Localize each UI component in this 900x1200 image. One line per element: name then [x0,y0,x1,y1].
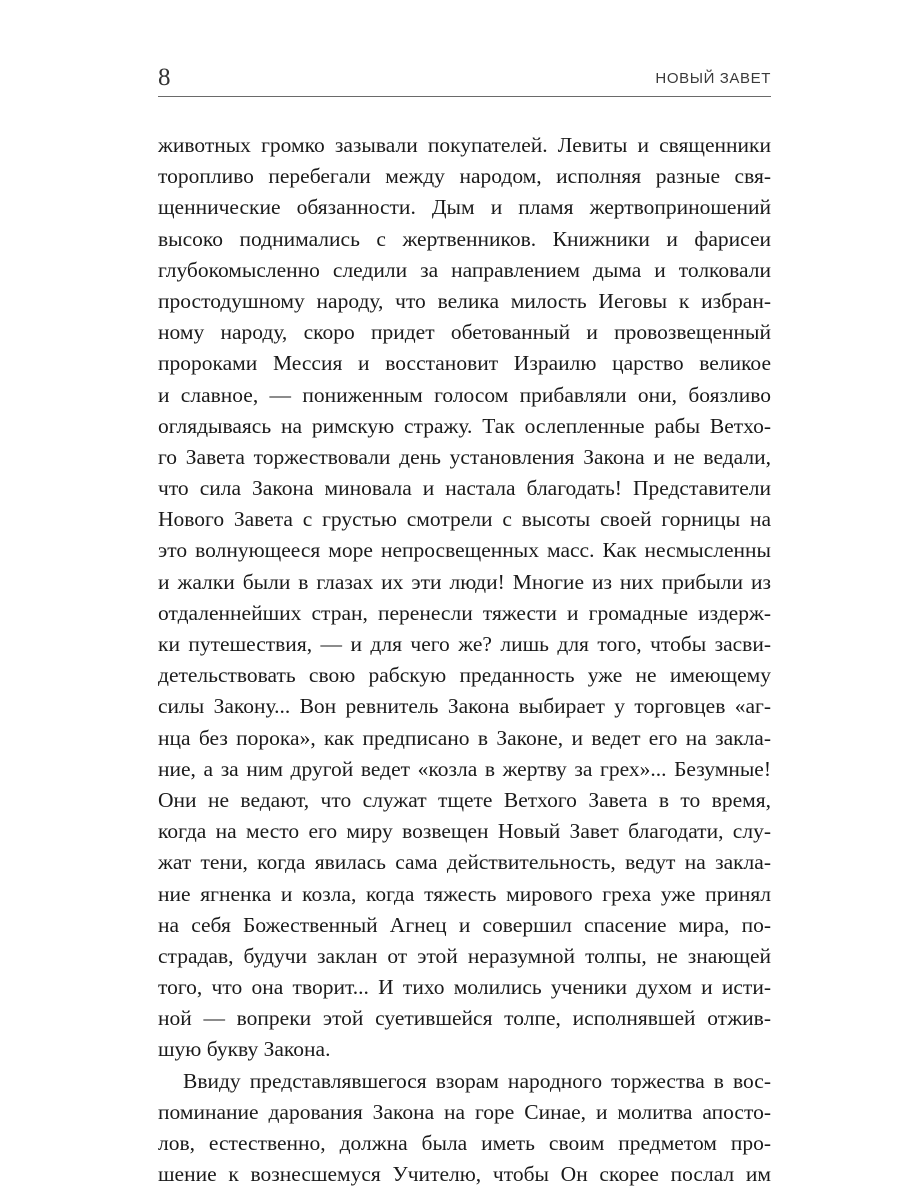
text-line: Они не ведают, что служат тщете Ветхого Завета в то время, [158,787,771,812]
text-line: ному народу, скоро придет обетованный и провозвещенный [158,320,771,345]
text-line: торопливо перебегали между народом, исполняя разные свя- [158,164,771,189]
text-line: шую букву Закона. [158,1037,331,1062]
text-line: нца без порока», как предписано в Законе, и ведет его на закла- [158,725,771,750]
paragraph-2 [158,1066,771,1191]
text-line: простодушному народу, что велика милость Иеговы к избран- [158,288,771,313]
text-line: щеннические обязанности. Дым и пламя жертвоприношений [158,195,771,220]
text-line: детельствовать свою рабскую преданность уже не имеющему [158,663,771,688]
text-line: оглядываясь на римскую стражу. Так ослепленные рабы Ветхо- [158,413,771,438]
running-header [158,62,771,97]
text-line: ки путешествия, — и для чего же? лишь для того, чтобы засви- [158,632,771,656]
text-line: того, что она творит... И тихо молились ученики духом и исти- [158,975,771,1000]
text-line: на себя Божественный Агнец и совершил спасение мира, по- [158,912,771,937]
text-line: пророками Мессия и восстановит Израилю царство великое [158,351,771,376]
text-line: шение к вознесшемуся Учителю, чтобы Он скорее послал им [158,1162,771,1187]
running-title: НОВЫЙ ЗАВЕТ [655,70,771,87]
text-line: ной — вопреки этой суетившейся толпе, исполнявшей отжив- [158,1006,771,1031]
page-number: 8 [158,64,171,91]
paragraph-1 [158,130,771,1066]
body-text [158,130,771,1190]
text-line: силы Закону... Вон ревнитель Закона выбирает у торговцев «аг- [158,694,771,719]
text-line: Нового Завета с грустью смотрели с высоты своей горницы на [158,507,771,532]
text-line: глубокомысленно следили за направлением дыма и толковали [158,257,771,282]
text-line: ние ягненка и козла, когда тяжесть мирового греха уже принял [158,881,771,906]
text-line: ние, а за ним другой ведет «козла в жертву за грех»... Безумные! [158,756,771,781]
text-line: и славное, — пониженным голосом прибавляли они, боязливо [158,382,771,407]
text-line: Ввиду представлявшегося взорам народного торжества в вос- [183,1068,771,1093]
text-line: и жалки были в глазах их эти люди! Многие из них прибыли из [158,569,771,594]
text-line: когда на место его миру возвещен Новый Завет благодати, слу- [158,819,771,844]
text-line: животных громко зазывали покупателей. Левиты и священники [158,133,771,157]
text-line: го Завета торжествовали день установления Закона и не ведали, [158,444,771,469]
text-line: лов, естественно, должна была иметь своим предметом про- [158,1131,771,1155]
text-line: высоко поднимались с жертвенников. Книжники и фарисеи [158,226,771,251]
text-line: жат тени, когда явилась сама действительность, ведут на закла- [158,850,771,875]
text-line: поминание дарования Закона на горе Синае, и молитва апосто- [158,1099,771,1124]
text-line: отдаленнейших стран, перенесли тяжести и громадные издерж- [158,600,771,625]
text-line: что сила Закона миновала и настала благодать! Представители [158,476,771,501]
text-line: это волнующееся море непросвещенных масс. Как несмысленны [158,538,771,563]
text-line: страдав, будучи заклан от этой неразумной толпы, не знающей [158,943,771,968]
